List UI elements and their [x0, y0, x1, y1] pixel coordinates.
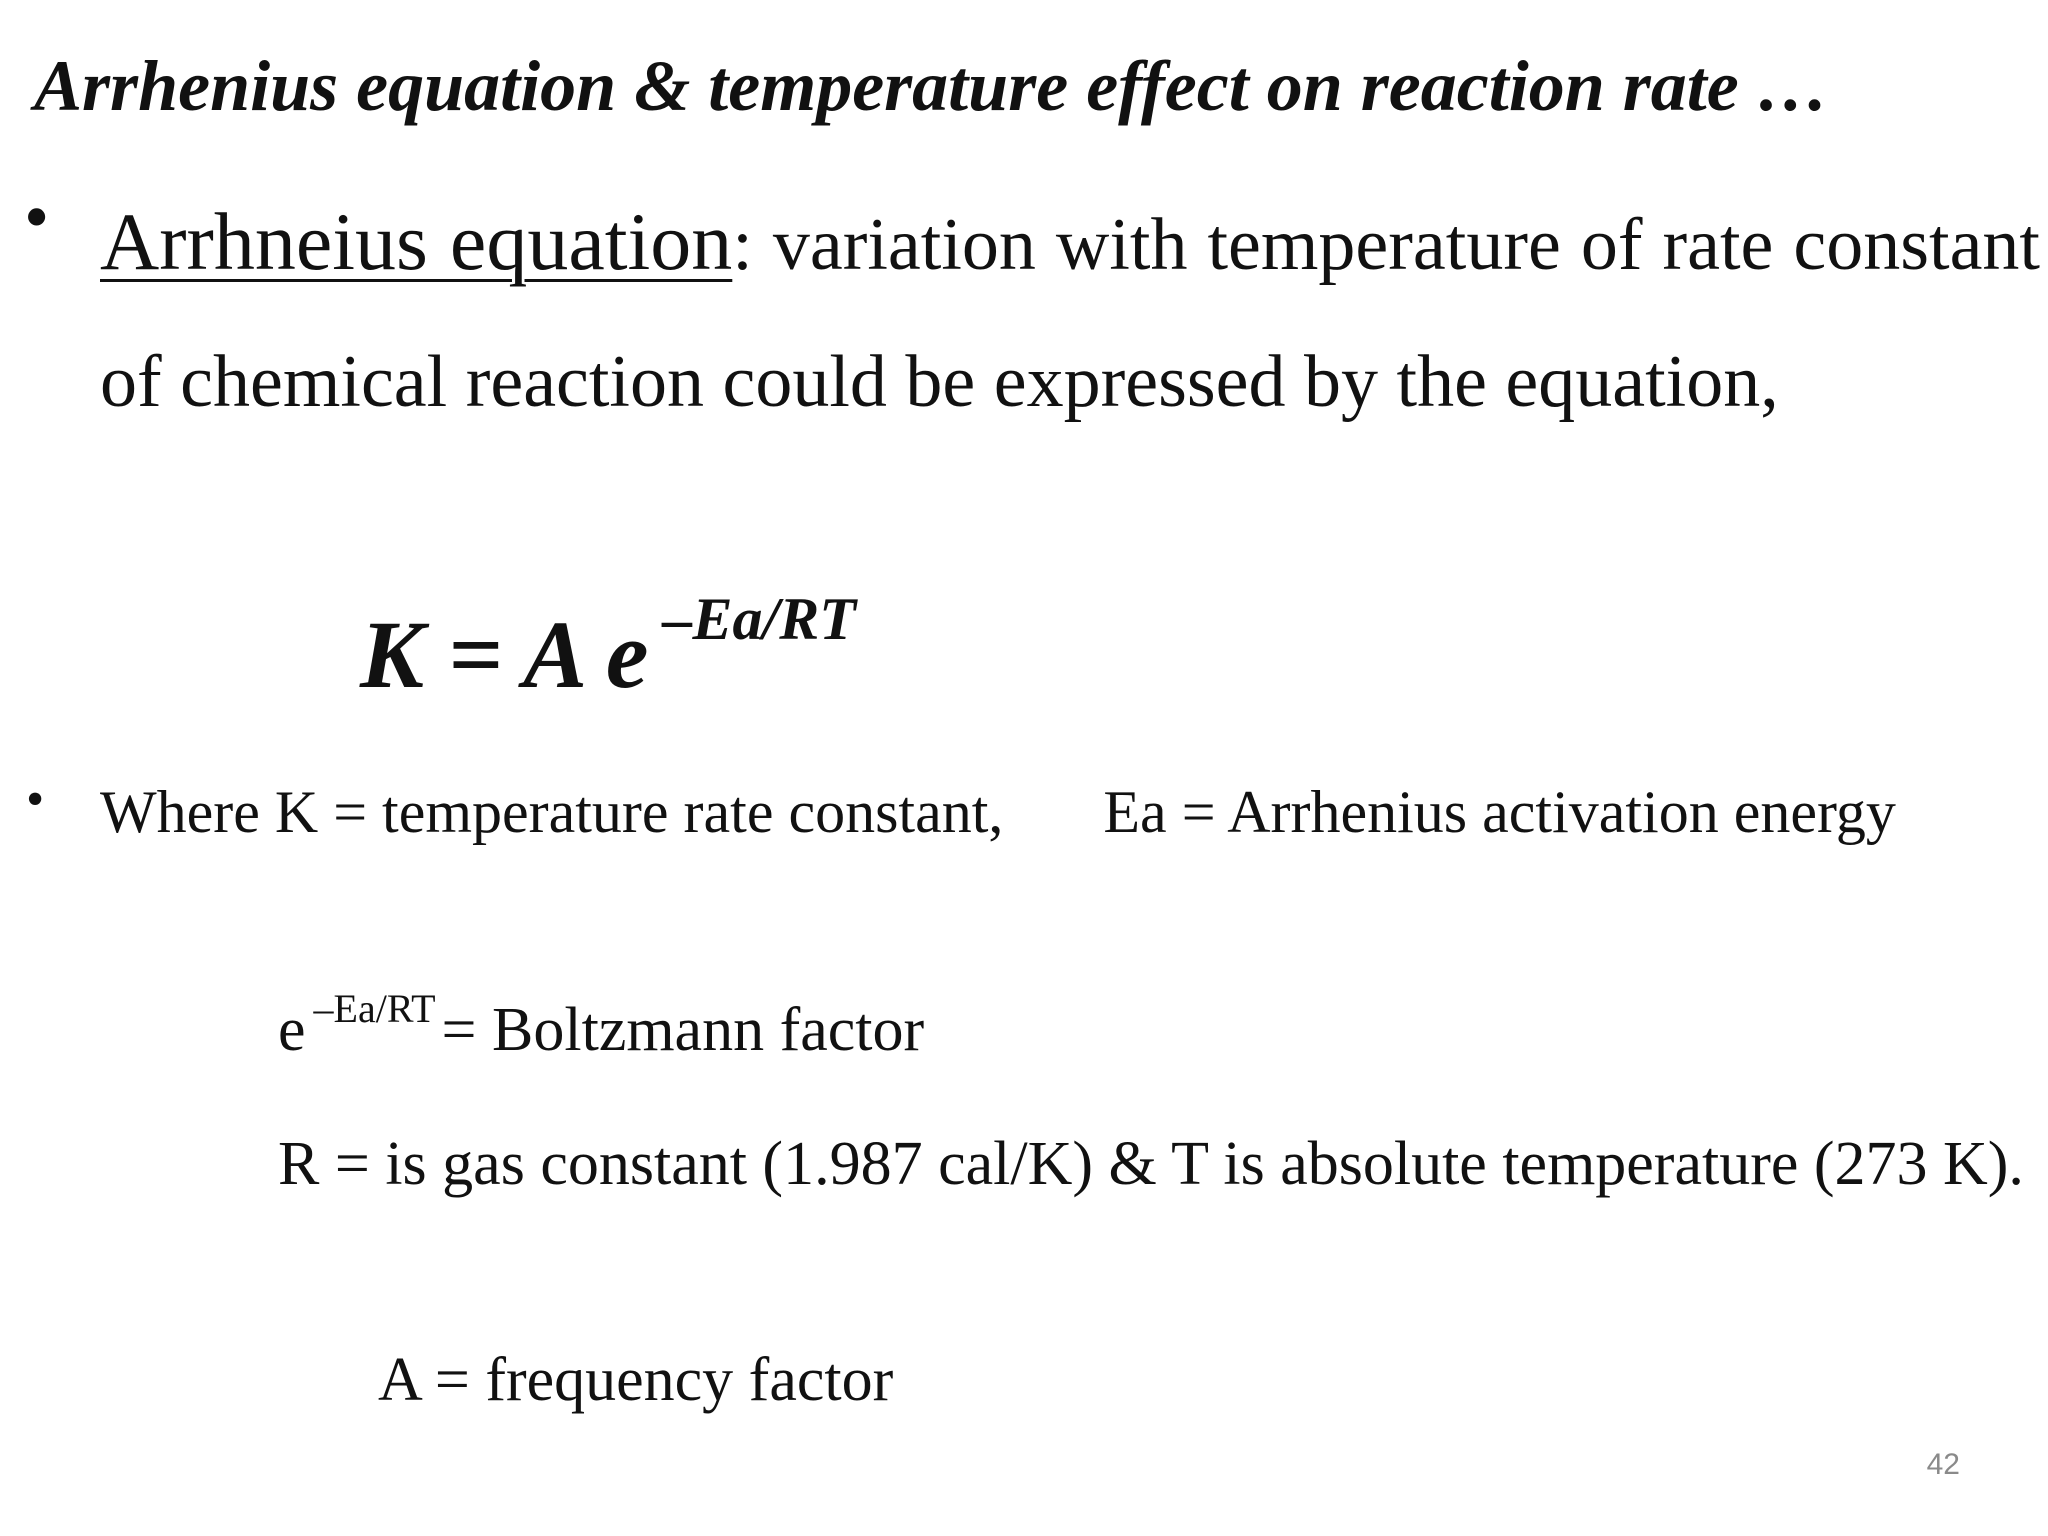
boltzmann-factor-line — [278, 986, 925, 1077]
slide-title: Arrhenius equation & temperature effect on reaction rate … — [34, 46, 1829, 126]
definition-text: variation with temperature of rate constant of chemical reaction could be expressed by the equation, — [100, 204, 2040, 423]
bullet-icon: • — [24, 177, 50, 257]
where-paragraph — [100, 758, 2040, 866]
arrhenius-equation — [360, 586, 856, 722]
gas-constant-paragraph: R = is gas constant (1.987 cal/K) & T is absolute temperature (273 K). — [278, 1130, 2024, 1198]
boltzmann-base: e — [278, 996, 306, 1064]
where-k-definition: Where K = temperature rate constant, — [100, 779, 1004, 845]
definition-term: Arrhneius equation — [100, 196, 733, 287]
where-ea-definition: Ea = Arrhenius activation energy — [1103, 779, 1896, 845]
boltzmann-text: = Boltzmann factor — [441, 996, 925, 1064]
equation-lhs: K = A e — [360, 601, 649, 708]
definition-colon: : — [732, 204, 753, 286]
equation-exponent: –Ea/RT — [662, 586, 856, 652]
frequency-factor-line: A = frequency factor — [378, 1346, 894, 1414]
boltzmann-exponent: –Ea/RT — [313, 986, 436, 1031]
page-number: 42 — [1926, 1448, 1960, 1481]
bullet-icon: • — [26, 771, 45, 828]
definition-paragraph — [100, 173, 2040, 451]
